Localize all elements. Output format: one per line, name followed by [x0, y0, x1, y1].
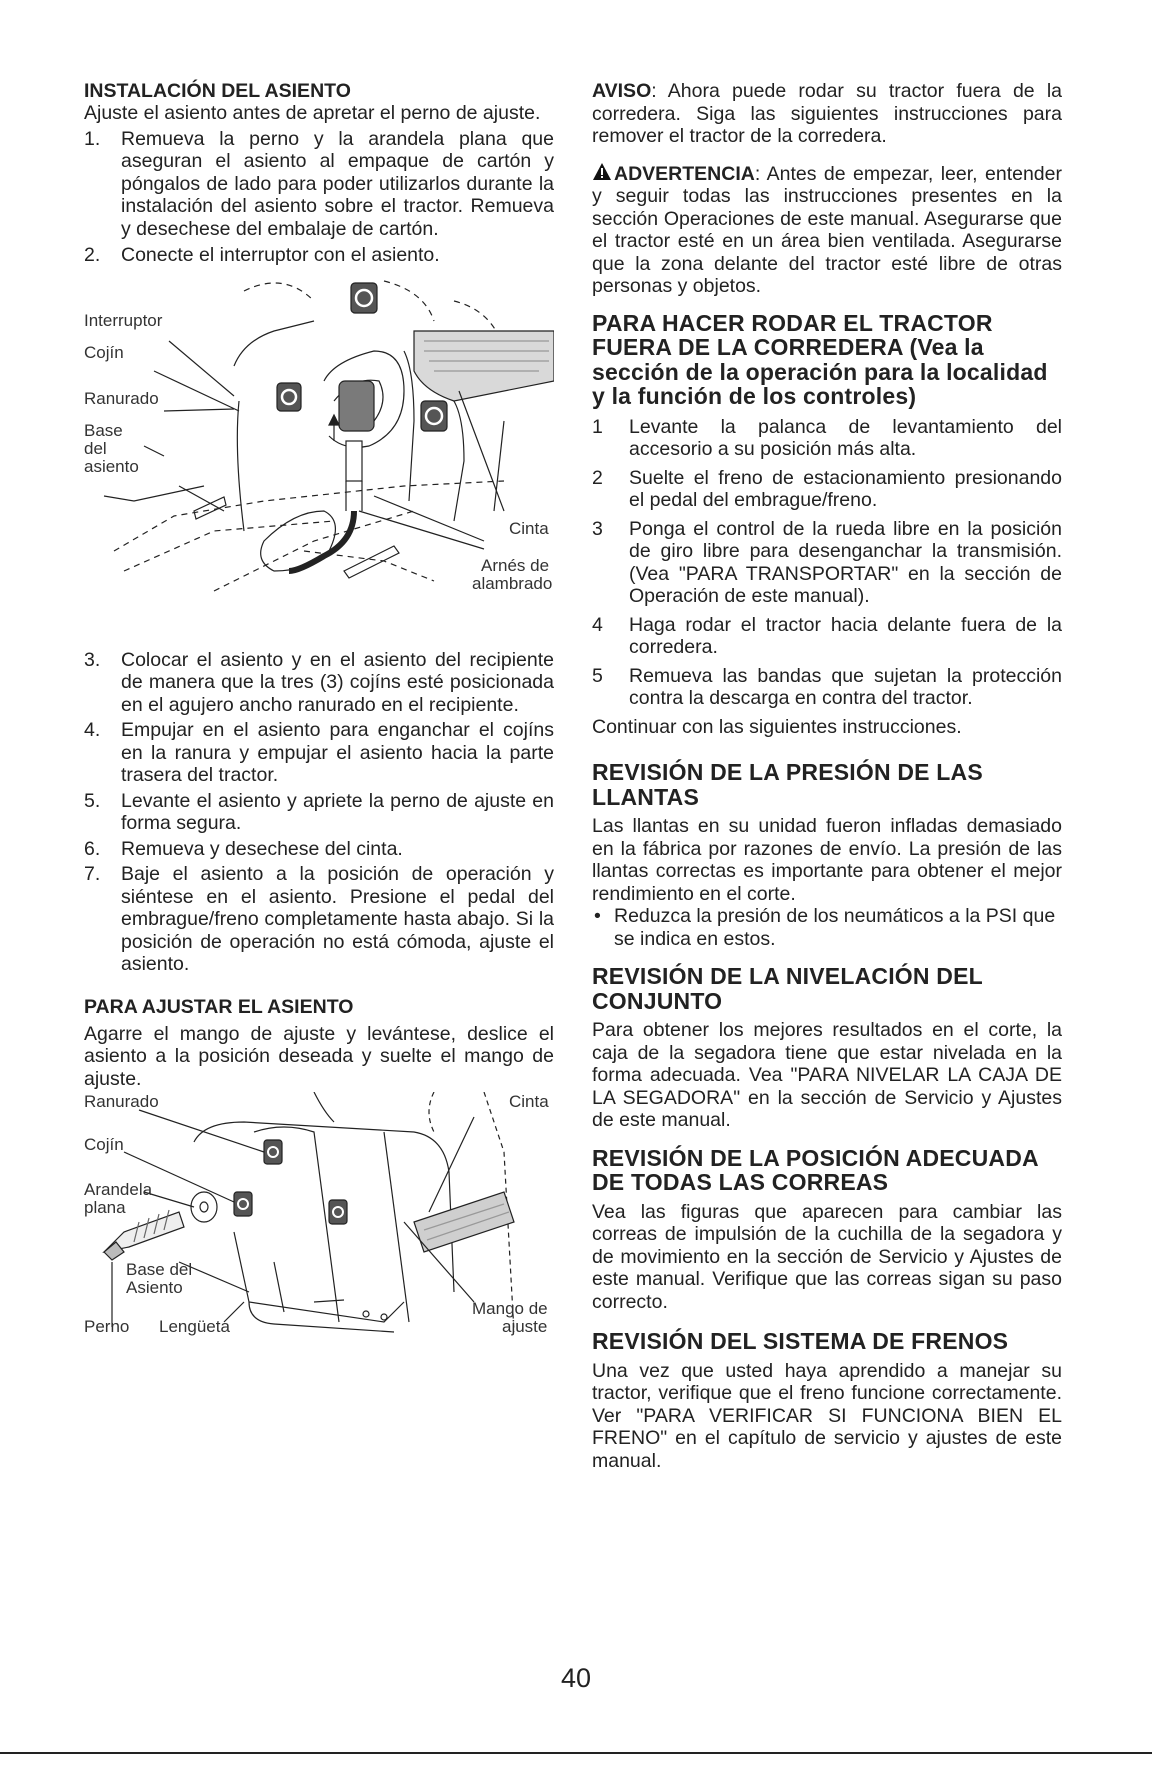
- warning-triangle-icon: [592, 162, 612, 182]
- deck-level-text: Para obtener los mejores resultados en el corte, la caja de la segadora tiene que estar nivelada en la forma adecuada. Vea "PARA NIVELAR LA CAJA DE LA SEGADORA" en la sección de Servicio y Ajustes de este manual.: [592, 1019, 1062, 1131]
- seat-install-steps-a: [84, 128, 554, 267]
- left-column: [84, 80, 554, 1337]
- seat-install-steps-b: [84, 649, 554, 976]
- label-perno: Perno: [84, 1317, 130, 1336]
- belts-text: Vea las figuras que aparecen para cambiar las correas de impulsión de la cuchilla de la segadora y de movimiento en la sección de Servicio y Ajustes de este manual. Verifique que las correas sigan su paso correcto.: [592, 1200, 1062, 1313]
- label-cojin: Cojín: [84, 342, 124, 362]
- list-item: 5 Remueva las bandas que sujetan la protección contra la descarga en contra del tractor.: [592, 664, 1062, 709]
- label-asiento-2: Asiento: [126, 1278, 183, 1297]
- label-base-del-2: Base del: [126, 1260, 193, 1279]
- right-column: [592, 80, 1062, 1472]
- list-item: 2. Conecte el interruptor con el asiento.: [84, 244, 440, 266]
- label-mango: Mango de: [472, 1299, 548, 1318]
- list-item: 2 Suelte el freno de estacionamiento presionando el pedal del embrague/freno.: [592, 466, 1062, 511]
- tire-pressure-text: Las llantas en su unidad fueron infladas demasiado en la fábrica por razones de envío. La presión de las llantas correctas es importante para obtener el mejor rendimiento en el corte.: [592, 815, 1062, 905]
- tire-pressure-title: REVISIÓN DE LA PRESIÓN DE LAS LLANTAS: [592, 759, 983, 810]
- list-item: 5. Levante el asiento y apriete la perno de ajuste en forma segura.: [84, 789, 554, 834]
- label-lenguete: Lengüeta: [159, 1317, 230, 1336]
- roll-off-title: PARA HACER RODAR EL TRACTOR FUERA DE LA CORREDERA (Vea la sección de la operación para la localidad y la función de los controles): [592, 309, 1048, 409]
- label-cinta: Cinta: [509, 518, 549, 538]
- list-item: 4. Empujar en el asiento para enganchar el cojíns en la ranura y empujar el asiento hacia la parte trasera del tractor.: [84, 719, 554, 786]
- label-interruptor: Interruptor: [84, 310, 163, 330]
- warning-text: : Antes de empezar, leer, entender y seguir todas las instrucciones presentes en la sección Operaciones de este manual. Asegurarse que el tractor esté en un área bien ventilada. Asegurarse que la zona delante del tractor esté libre de otras personas y objetos.: [592, 162, 1062, 297]
- tire-pressure-bullet: • Reduzca la presión de los neumáticos a la PSI que se indica en estos.: [594, 905, 1056, 950]
- seat-install-title: INSTALACIÓN DEL ASIENTO: [84, 80, 351, 102]
- list-item: 3 Ponga el control de la rueda libre en la posición de giro libre para desenganchar la transmisión. (Vea "PARA TRANSPORTAR" en la sección de Operación de este manual).: [592, 517, 1062, 607]
- label-cojin-2: Cojín: [84, 1135, 124, 1154]
- aviso-paragraph: [592, 80, 1062, 148]
- seat-adjust-figure: [84, 1092, 554, 1337]
- roll-off-steps: [592, 416, 1062, 710]
- warning-label: ADVERTENCIA: [614, 162, 755, 185]
- label-arandela: Arandela: [84, 1180, 153, 1199]
- brakes-title: REVISIÓN DEL SISTEMA DE FRENOS: [592, 1328, 1009, 1354]
- seat-adjust-title: PARA AJUSTAR EL ASIENTO: [84, 995, 354, 1018]
- deck-level-title: REVISIÓN DE LA NIVELACIÓN DEL CONJUNTO: [592, 963, 983, 1014]
- label-ranurado: Ranurado: [84, 388, 159, 408]
- label-base: Base: [84, 420, 123, 440]
- bottom-rule: [0, 1752, 1152, 1754]
- list-item: 3. Colocar el asiento y en el asiento del recipiente de manera que la tres (3) cojíns esté posicionada en el agujero ancho ranurado en el recipiente.: [84, 648, 554, 716]
- warning-paragraph: [592, 162, 1062, 298]
- list-item: 7. Baje el asiento a la posición de operación y siéntese en el asiento. Presione el pedal del embrague/freno completamente hasta abajo. Si la posición de operación no está cómoda, ajuste el asiento.: [84, 863, 554, 975]
- continue-text: Continuar con las siguientes instrucciones.: [592, 715, 962, 738]
- label-base-asiento: asiento: [84, 456, 139, 476]
- list-item: 6. Remueva y desechese del cinta.: [84, 837, 403, 860]
- seat-install-intro: Ajuste el asiento antes de apretar el perno de ajuste.: [84, 102, 541, 124]
- page-number: 40: [560, 1663, 592, 1693]
- label-plana: plana: [84, 1198, 126, 1217]
- label-alambrado: alambrado: [472, 573, 553, 593]
- seat-switch-figure: [84, 271, 554, 641]
- belts-title: REVISIÓN DE LA POSICIÓN ADECUADA DE TODAS LAS CORREAS: [592, 1144, 1038, 1195]
- aviso-label: AVISO: [592, 80, 652, 102]
- seat-adjust-text: Agarre el mango de ajuste y levántese, deslice el asiento a la posición deseada y suelte el mango de ajuste.: [84, 1022, 554, 1090]
- list-item: 1. Remueva la perno y la arandela plana que aseguran el asiento al empaque de cartón y póngalos de lado para poder utilizarlos durante la instalación del asiento sobre el tractor. Remueva y desechese del embalaje de cartón.: [84, 127, 554, 240]
- list-item: 4 Haga rodar el tractor hacia delante fuera de la corredera.: [592, 613, 1062, 658]
- label-arnes: Arnés de: [481, 555, 550, 575]
- list-item: 1 Levante la palanca de levantamiento del accesorio a su posición más alta.: [592, 415, 1062, 460]
- label-ajuste: ajuste: [502, 1317, 548, 1336]
- label-ranurado-2: Ranurado: [84, 1092, 159, 1111]
- label-cinta-2: Cinta: [509, 1092, 549, 1111]
- aviso-text: : Ahora puede rodar su tractor fuera de la corredera. Siga las siguientes instrucciones para remover el tractor de la corredera.: [592, 80, 1062, 147]
- brakes-text: Una vez que usted haya aprendido a manejar su tractor, verifique que el freno funcione correctamente. Ver "PARA VERIFICAR SI FUNCIONA BIEN EL FRENO" en el capítulo de servicio y ajustes de este manual.: [592, 1359, 1062, 1472]
- label-base-del: del: [84, 438, 107, 458]
